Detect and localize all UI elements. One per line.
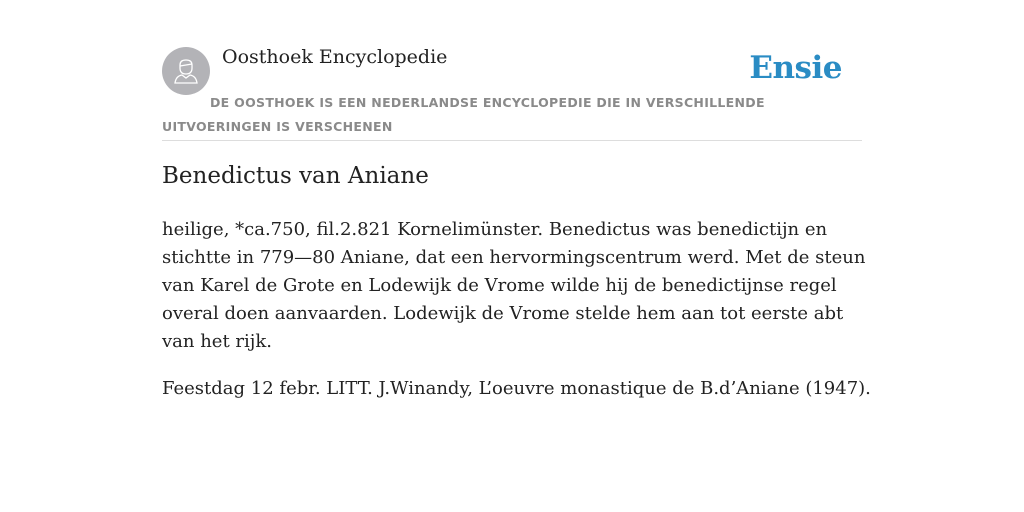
source-tagline: DE OOSTHOEK IS EEN NEDERLANDSE ENCYCLOPEDIE DIE IN VERSCHILLENDE UITVOERINGEN IS VERSCHENEN	[162, 95, 765, 134]
article-body	[162, 216, 872, 422]
article-paragraph: Feestdag 12 febr. LITT. J.Winandy, L’oeuvre monastique de B.d’Aniane (1947).	[162, 378, 871, 399]
user-icon	[171, 56, 201, 86]
article-paragraph: heilige, *ca.750, fil.2.821 Kornelimünster. Benedictus was benedictijn en stichtte in 779—80 Aniane, dat een hervormingscentrum werd. Met de steun van Karel de Grote en Lodewijk de Vrome wilde hij de benedictijnse regel overal doen aanvaarden. Lodewijk de Vrome stelde hem aan tot eerste abt van het rijk.	[162, 219, 866, 352]
article-title: Benedictus van Aniane	[162, 163, 429, 189]
ensie-logo[interactable]: Ensie	[749, 50, 842, 86]
source-header	[162, 40, 862, 141]
source-avatar[interactable]	[162, 47, 210, 95]
source-name-link[interactable]: Oosthoek Encyclopedie	[222, 46, 448, 68]
